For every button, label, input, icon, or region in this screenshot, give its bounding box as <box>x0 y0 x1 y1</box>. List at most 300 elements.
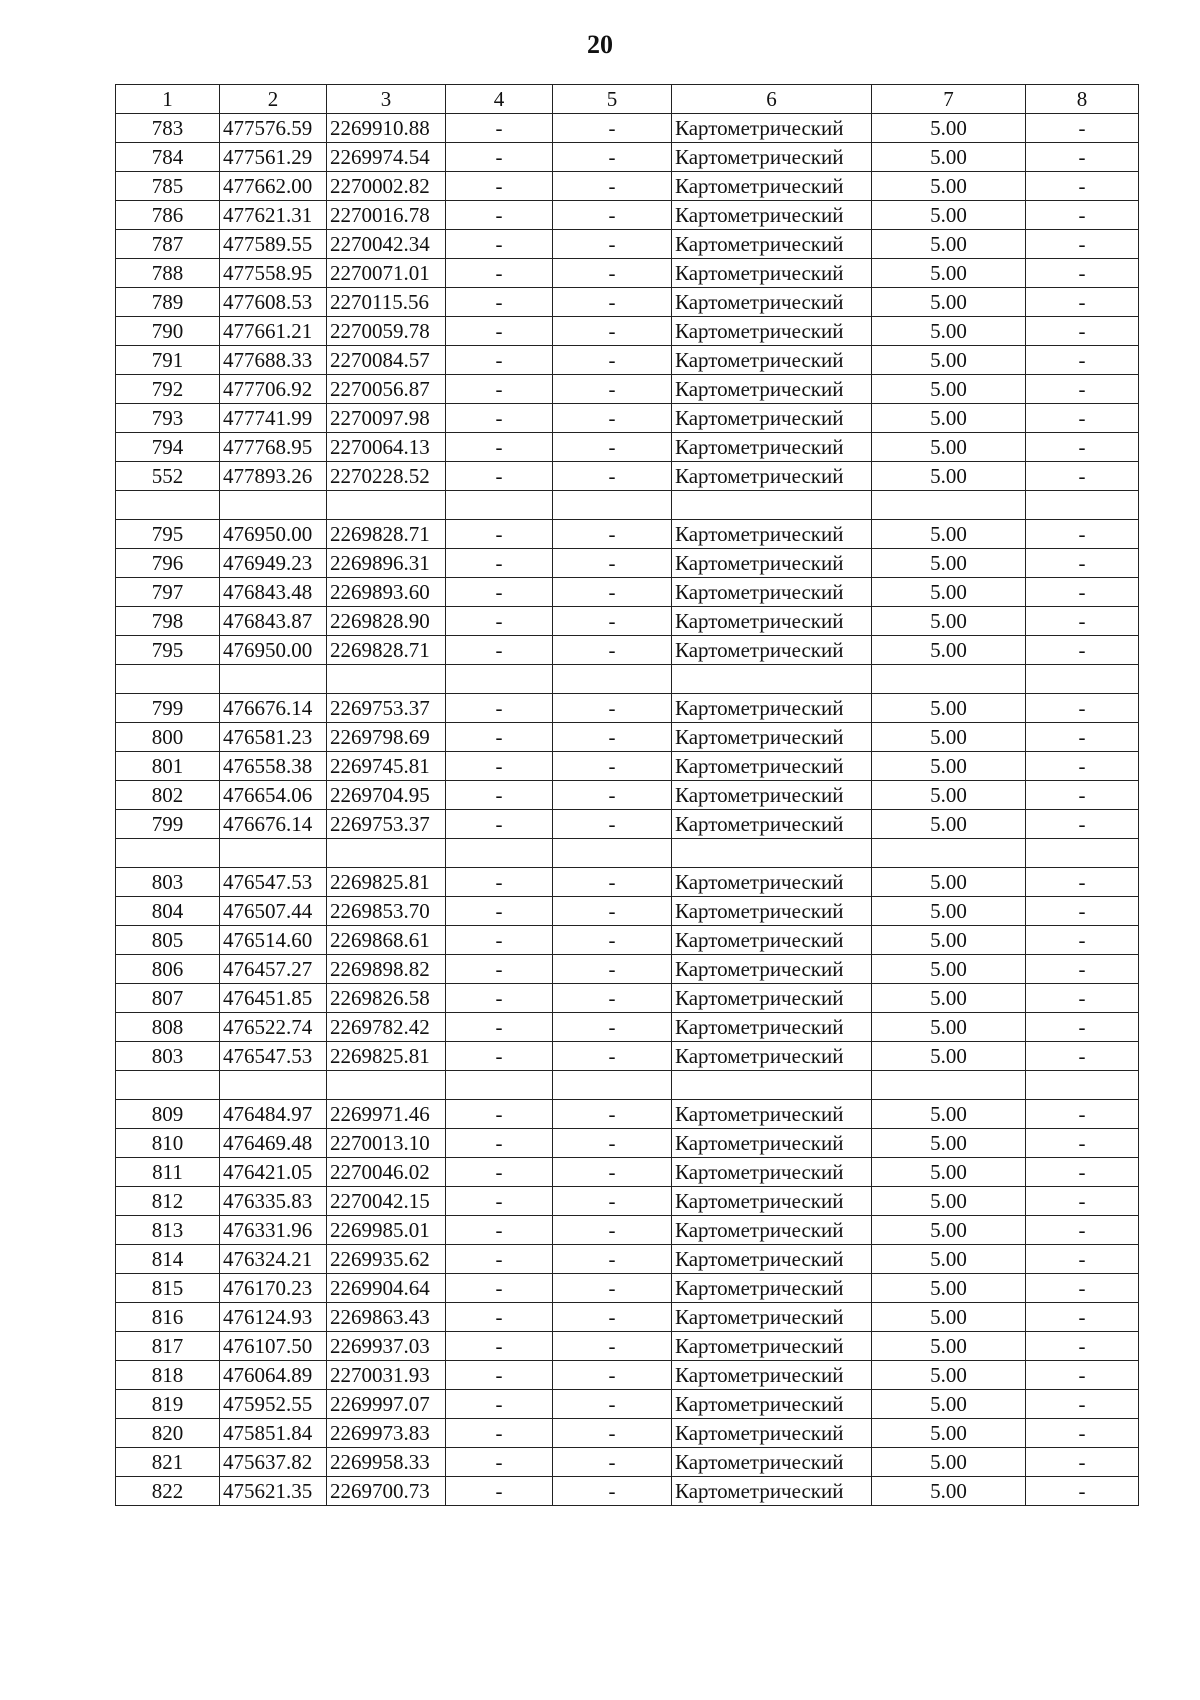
table-cell-col-2: 477608.53 <box>220 288 327 317</box>
column-header-2: 2 <box>220 85 327 114</box>
table-cell-col-8: - <box>1026 1100 1139 1129</box>
table-cell-col-4: - <box>446 636 553 665</box>
table-cell-col-7: 5.00 <box>872 143 1026 172</box>
table-cell-col-4: - <box>446 317 553 346</box>
table-cell-col-4: - <box>446 172 553 201</box>
table-cell-col-4: - <box>446 1332 553 1361</box>
table-cell-col-8: - <box>1026 897 1139 926</box>
table-cell-col-3: 2269828.71 <box>327 636 446 665</box>
table-cell-col-8: - <box>1026 1274 1139 1303</box>
table-cell-col-6: Картометрический <box>672 1187 872 1216</box>
table-cell-col-8: - <box>1026 404 1139 433</box>
table-cell-col-2: 477893.26 <box>220 462 327 491</box>
table-cell-col-1: 794 <box>116 433 220 462</box>
table-cell-col-5: - <box>553 1448 672 1477</box>
table-cell-col-6: Картометрический <box>672 781 872 810</box>
table-cell-col-2: 476507.44 <box>220 897 327 926</box>
table-cell-col-7: 5.00 <box>872 1187 1026 1216</box>
table-cell-col-5: - <box>553 288 672 317</box>
table-cell-col-5: - <box>553 1216 672 1245</box>
table-cell-col-1: 787 <box>116 230 220 259</box>
table-separator-row <box>116 491 1139 520</box>
table-cell-col-4: - <box>446 288 553 317</box>
table-cell-col-5: - <box>553 1361 672 1390</box>
table-cell-col-8: - <box>1026 752 1139 781</box>
table-cell-col-7: 5.00 <box>872 1419 1026 1448</box>
table-cell-col-4: - <box>446 1274 553 1303</box>
table-cell-col-3: 2269825.81 <box>327 1042 446 1071</box>
table-cell-col-8: - <box>1026 1245 1139 1274</box>
table-cell-col-6: Картометрический <box>672 433 872 462</box>
table-separator-row <box>116 1071 1139 1100</box>
table-cell-col-4: - <box>446 1303 553 1332</box>
table-row <box>116 1187 1139 1216</box>
table-cell-col-5: - <box>553 1390 672 1419</box>
table-cell-col-5: - <box>553 433 672 462</box>
table-cell-col-1: 793 <box>116 404 220 433</box>
table-cell-col-8: - <box>1026 1419 1139 1448</box>
table-cell-col-2: 475851.84 <box>220 1419 327 1448</box>
table-cell-col-1: 815 <box>116 1274 220 1303</box>
table-cell-col-6: Картометрический <box>672 114 872 143</box>
table-cell-col-2 <box>220 839 327 868</box>
table-cell-col-5: - <box>553 346 672 375</box>
table-cell-col-3: 2269704.95 <box>327 781 446 810</box>
table-cell-col-4: - <box>446 143 553 172</box>
table-cell-col-7: 5.00 <box>872 694 1026 723</box>
table-cell-col-1: 784 <box>116 143 220 172</box>
table-cell-col-2: 476843.48 <box>220 578 327 607</box>
table-cell-col-7: 5.00 <box>872 810 1026 839</box>
table-row <box>116 1448 1139 1477</box>
table-row <box>116 1129 1139 1158</box>
table-cell-col-4 <box>446 491 553 520</box>
table-row <box>116 520 1139 549</box>
table-row <box>116 810 1139 839</box>
table-cell-col-4: - <box>446 462 553 491</box>
table-cell-col-3: 2269997.07 <box>327 1390 446 1419</box>
table-cell-col-1: 799 <box>116 810 220 839</box>
table-cell-col-1: 808 <box>116 1013 220 1042</box>
table-cell-col-8: - <box>1026 955 1139 984</box>
table-cell-col-4: - <box>446 1100 553 1129</box>
table-cell-col-5: - <box>553 578 672 607</box>
table-cell-col-1 <box>116 665 220 694</box>
table-cell-col-8: - <box>1026 259 1139 288</box>
table-cell-col-3: 2269893.60 <box>327 578 446 607</box>
table-cell-col-3: 2269898.82 <box>327 955 446 984</box>
table-cell-col-7: 5.00 <box>872 230 1026 259</box>
table-cell-col-6: Картометрический <box>672 984 872 1013</box>
table-cell-col-6: Картометрический <box>672 1332 872 1361</box>
table-cell-col-4: - <box>446 1419 553 1448</box>
table-cell-col-7: 5.00 <box>872 1042 1026 1071</box>
table-row <box>116 926 1139 955</box>
table-cell-col-3: 2269853.70 <box>327 897 446 926</box>
table-cell-col-8: - <box>1026 1129 1139 1158</box>
table-cell-col-2: 476522.74 <box>220 1013 327 1042</box>
table-cell-col-8: - <box>1026 1477 1139 1506</box>
table-cell-col-6: Картометрический <box>672 752 872 781</box>
table-cell-col-2: 477768.95 <box>220 433 327 462</box>
table-cell-col-7 <box>872 1071 1026 1100</box>
table-cell-col-5: - <box>553 926 672 955</box>
table-row <box>116 317 1139 346</box>
table-cell-col-2: 476654.06 <box>220 781 327 810</box>
table-cell-col-2: 476843.87 <box>220 607 327 636</box>
table-cell-col-4: - <box>446 520 553 549</box>
table-cell-col-6: Картометрический <box>672 1216 872 1245</box>
table-cell-col-8: - <box>1026 172 1139 201</box>
table-cell-col-8: - <box>1026 578 1139 607</box>
table-row <box>116 404 1139 433</box>
table-cell-col-6: Картометрический <box>672 1390 872 1419</box>
table-cell-col-2: 477662.00 <box>220 172 327 201</box>
table-cell-col-5: - <box>553 1245 672 1274</box>
table-cell-col-1: 803 <box>116 868 220 897</box>
table-row <box>116 172 1139 201</box>
table-cell-col-1: 789 <box>116 288 220 317</box>
table-cell-col-1: 791 <box>116 346 220 375</box>
table-cell-col-3: 2269753.37 <box>327 694 446 723</box>
table-cell-col-2: 477621.31 <box>220 201 327 230</box>
table-cell-col-3: 2269868.61 <box>327 926 446 955</box>
table-row <box>116 433 1139 462</box>
table-cell-col-4: - <box>446 955 553 984</box>
table-cell-col-6: Картометрический <box>672 375 872 404</box>
table-cell-col-3: 2269745.81 <box>327 752 446 781</box>
table-cell-col-7 <box>872 491 1026 520</box>
table-cell-col-4: - <box>446 1361 553 1390</box>
table-cell-col-8: - <box>1026 1216 1139 1245</box>
table-cell-col-3: 2270115.56 <box>327 288 446 317</box>
table-cell-col-1: 799 <box>116 694 220 723</box>
table-cell-col-7: 5.00 <box>872 1448 1026 1477</box>
table-cell-col-1 <box>116 1071 220 1100</box>
table-cell-col-5: - <box>553 984 672 1013</box>
table-cell-col-8: - <box>1026 1361 1139 1390</box>
table-cell-col-8: - <box>1026 375 1139 404</box>
table-cell-col-3: 2269825.81 <box>327 868 446 897</box>
table-cell-col-3 <box>327 1071 446 1100</box>
table-cell-col-8: - <box>1026 346 1139 375</box>
table-row <box>116 984 1139 1013</box>
table-cell-col-8: - <box>1026 1013 1139 1042</box>
table-cell-col-7: 5.00 <box>872 1332 1026 1361</box>
table-cell-col-4 <box>446 1071 553 1100</box>
table-cell-col-1: 818 <box>116 1361 220 1390</box>
table-cell-col-7: 5.00 <box>872 984 1026 1013</box>
table-cell-col-3: 2269910.88 <box>327 114 446 143</box>
table-cell-col-6: Картометрический <box>672 259 872 288</box>
table-cell-col-6 <box>672 491 872 520</box>
table-cell-col-8 <box>1026 665 1139 694</box>
table-cell-col-8 <box>1026 491 1139 520</box>
table-cell-col-4: - <box>446 259 553 288</box>
table-cell-col-8: - <box>1026 1303 1139 1332</box>
table-cell-col-6: Картометрический <box>672 404 872 433</box>
table-cell-col-6: Картометрический <box>672 346 872 375</box>
table-cell-col-2: 476558.38 <box>220 752 327 781</box>
table-cell-col-7: 5.00 <box>872 317 1026 346</box>
table-cell-col-8: - <box>1026 288 1139 317</box>
table-cell-col-8: - <box>1026 143 1139 172</box>
table-cell-col-8: - <box>1026 723 1139 752</box>
table-cell-col-2: 477561.29 <box>220 143 327 172</box>
table-cell-col-6: Картометрический <box>672 1100 872 1129</box>
table-cell-col-7: 5.00 <box>872 723 1026 752</box>
table-cell-col-3 <box>327 491 446 520</box>
table-cell-col-3: 2270046.02 <box>327 1158 446 1187</box>
table-cell-col-6: Картометрический <box>672 810 872 839</box>
table-cell-col-7: 5.00 <box>872 1216 1026 1245</box>
table-cell-col-1: 803 <box>116 1042 220 1071</box>
table-cell-col-4: - <box>446 1129 553 1158</box>
table-cell-col-6: Картометрический <box>672 1361 872 1390</box>
table-cell-col-1: 814 <box>116 1245 220 1274</box>
table-cell-col-1: 821 <box>116 1448 220 1477</box>
table-cell-col-1: 798 <box>116 607 220 636</box>
table-cell-col-1: 822 <box>116 1477 220 1506</box>
table-row <box>116 1361 1139 1390</box>
table-cell-col-5: - <box>553 1477 672 1506</box>
table-row <box>116 1013 1139 1042</box>
table-cell-col-6: Картометрический <box>672 1245 872 1274</box>
table-cell-col-2: 477688.33 <box>220 346 327 375</box>
table-cell-col-6: Картометрический <box>672 897 872 926</box>
column-header-6: 6 <box>672 85 872 114</box>
column-header-7: 7 <box>872 85 1026 114</box>
table-cell-col-5: - <box>553 955 672 984</box>
table-cell-col-2: 476949.23 <box>220 549 327 578</box>
table-cell-col-7: 5.00 <box>872 259 1026 288</box>
table-cell-col-2: 476170.23 <box>220 1274 327 1303</box>
table-cell-col-7: 5.00 <box>872 346 1026 375</box>
table-cell-col-4: - <box>446 404 553 433</box>
table-cell-col-2: 475637.82 <box>220 1448 327 1477</box>
table-row <box>116 1419 1139 1448</box>
table-row <box>116 1274 1139 1303</box>
table-cell-col-5: - <box>553 1303 672 1332</box>
table-cell-col-4: - <box>446 810 553 839</box>
table-cell-col-2: 476457.27 <box>220 955 327 984</box>
table-cell-col-2: 476581.23 <box>220 723 327 752</box>
table-cell-col-1: 802 <box>116 781 220 810</box>
table-cell-col-5 <box>553 491 672 520</box>
table-cell-col-5: - <box>553 520 672 549</box>
table-cell-col-5: - <box>553 897 672 926</box>
table-cell-col-3: 2270042.34 <box>327 230 446 259</box>
table-cell-col-4: - <box>446 1042 553 1071</box>
table-cell-col-7: 5.00 <box>872 114 1026 143</box>
table-cell-col-4: - <box>446 201 553 230</box>
table-row <box>116 578 1139 607</box>
table-cell-col-5: - <box>553 868 672 897</box>
table-row <box>116 1477 1139 1506</box>
table-cell-col-6: Картометрический <box>672 317 872 346</box>
table-cell-col-7: 5.00 <box>872 1303 1026 1332</box>
table-cell-col-4: - <box>446 694 553 723</box>
table-cell-col-7: 5.00 <box>872 1129 1026 1158</box>
table-cell-col-3: 2269828.71 <box>327 520 446 549</box>
table-cell-col-4 <box>446 839 553 868</box>
table-cell-col-8: - <box>1026 636 1139 665</box>
column-header-1: 1 <box>116 85 220 114</box>
table-cell-col-8: - <box>1026 1158 1139 1187</box>
table-cell-col-1: 801 <box>116 752 220 781</box>
table-cell-col-4: - <box>446 375 553 404</box>
table-cell-col-8: - <box>1026 694 1139 723</box>
table-cell-col-8: - <box>1026 1448 1139 1477</box>
table-cell-col-5: - <box>553 1187 672 1216</box>
table-cell-col-6: Картометрический <box>672 926 872 955</box>
table-cell-col-1: 812 <box>116 1187 220 1216</box>
table-cell-col-1: 810 <box>116 1129 220 1158</box>
table-cell-col-7 <box>872 665 1026 694</box>
table-row <box>116 288 1139 317</box>
table-row <box>116 752 1139 781</box>
table-cell-col-1: 819 <box>116 1390 220 1419</box>
table-cell-col-5: - <box>553 607 672 636</box>
table-cell-col-3: 2269958.33 <box>327 1448 446 1477</box>
table-cell-col-4: - <box>446 230 553 259</box>
table-cell-col-5: - <box>553 1158 672 1187</box>
column-header-3: 3 <box>327 85 446 114</box>
table-cell-col-1 <box>116 491 220 520</box>
table-cell-col-6: Картометрический <box>672 1419 872 1448</box>
table-cell-col-3: 2269971.46 <box>327 1100 446 1129</box>
table-cell-col-1: 790 <box>116 317 220 346</box>
table-cell-col-4: - <box>446 578 553 607</box>
table-cell-col-5: - <box>553 172 672 201</box>
table-cell-col-7: 5.00 <box>872 897 1026 926</box>
table-cell-col-2: 476451.85 <box>220 984 327 1013</box>
table-row <box>116 1390 1139 1419</box>
table-cell-col-2: 476950.00 <box>220 520 327 549</box>
table-cell-col-7: 5.00 <box>872 172 1026 201</box>
table-cell-col-3: 2269826.58 <box>327 984 446 1013</box>
table-cell-col-7: 5.00 <box>872 404 1026 433</box>
table-cell-col-3: 2270084.57 <box>327 346 446 375</box>
table-cell-col-2: 475952.55 <box>220 1390 327 1419</box>
table-cell-col-4: - <box>446 346 553 375</box>
table-cell-col-5: - <box>553 694 672 723</box>
table-cell-col-5: - <box>553 723 672 752</box>
table-cell-col-1: 813 <box>116 1216 220 1245</box>
table-cell-col-7: 5.00 <box>872 578 1026 607</box>
table-cell-col-2 <box>220 1071 327 1100</box>
table-row <box>116 897 1139 926</box>
table-cell-col-7: 5.00 <box>872 926 1026 955</box>
table-cell-col-6: Картометрический <box>672 520 872 549</box>
table-cell-col-4: - <box>446 1013 553 1042</box>
table-cell-col-2: 477589.55 <box>220 230 327 259</box>
table-cell-col-8: - <box>1026 926 1139 955</box>
table-cell-col-5: - <box>553 375 672 404</box>
table-cell-col-7: 5.00 <box>872 868 1026 897</box>
table-cell-col-1: 552 <box>116 462 220 491</box>
table-cell-col-6: Картометрический <box>672 230 872 259</box>
column-header-4: 4 <box>446 85 553 114</box>
table-cell-col-7: 5.00 <box>872 375 1026 404</box>
table-cell-col-3: 2269937.03 <box>327 1332 446 1361</box>
table-cell-col-1: 795 <box>116 636 220 665</box>
table-cell-col-5: - <box>553 636 672 665</box>
table-cell-col-8: - <box>1026 1042 1139 1071</box>
table-cell-col-3: 2269753.37 <box>327 810 446 839</box>
table-row <box>116 462 1139 491</box>
table-cell-col-2: 476421.05 <box>220 1158 327 1187</box>
table-cell-col-6: Картометрический <box>672 201 872 230</box>
table-cell-col-6: Картометрический <box>672 723 872 752</box>
table-cell-col-3: 2269935.62 <box>327 1245 446 1274</box>
table-cell-col-4: - <box>446 433 553 462</box>
table-cell-col-5: - <box>553 810 672 839</box>
table-cell-col-4: - <box>446 897 553 926</box>
table-cell-col-1: 817 <box>116 1332 220 1361</box>
table-cell-col-3 <box>327 665 446 694</box>
table-cell-col-2: 476950.00 <box>220 636 327 665</box>
table-row <box>116 1216 1139 1245</box>
table-row <box>116 607 1139 636</box>
table-cell-col-2: 476547.53 <box>220 1042 327 1071</box>
table-cell-col-7: 5.00 <box>872 1100 1026 1129</box>
table-row <box>116 1100 1139 1129</box>
table-cell-col-7: 5.00 <box>872 1390 1026 1419</box>
table-cell-col-7: 5.00 <box>872 1477 1026 1506</box>
table-cell-col-3 <box>327 839 446 868</box>
table-cell-col-3: 2269863.43 <box>327 1303 446 1332</box>
table-cell-col-5: - <box>553 1013 672 1042</box>
table-cell-col-6 <box>672 839 872 868</box>
table-cell-col-1: 820 <box>116 1419 220 1448</box>
table-row <box>116 346 1139 375</box>
table-cell-col-1: 797 <box>116 578 220 607</box>
table-cell-col-8: - <box>1026 868 1139 897</box>
table-cell-col-2: 476484.97 <box>220 1100 327 1129</box>
table-cell-col-3: 2270071.01 <box>327 259 446 288</box>
table-cell-col-4: - <box>446 723 553 752</box>
table-row <box>116 114 1139 143</box>
table-cell-col-6: Картометрический <box>672 1158 872 1187</box>
table-cell-col-7: 5.00 <box>872 1274 1026 1303</box>
table-row <box>116 549 1139 578</box>
table-row <box>116 259 1139 288</box>
table-cell-col-1: 783 <box>116 114 220 143</box>
table-separator-row <box>116 839 1139 868</box>
table-cell-col-8: - <box>1026 549 1139 578</box>
table-cell-col-3: 2270042.15 <box>327 1187 446 1216</box>
table-cell-col-7: 5.00 <box>872 520 1026 549</box>
column-header-8: 8 <box>1026 85 1139 114</box>
table-cell-col-3: 2269896.31 <box>327 549 446 578</box>
table-cell-col-3: 2270064.13 <box>327 433 446 462</box>
table-cell-col-1: 811 <box>116 1158 220 1187</box>
table-cell-col-2: 476514.60 <box>220 926 327 955</box>
table-cell-col-6: Картометрический <box>672 143 872 172</box>
table-cell-col-2: 476124.93 <box>220 1303 327 1332</box>
table-cell-col-3: 2270056.87 <box>327 375 446 404</box>
table-cell-col-8: - <box>1026 114 1139 143</box>
table-cell-col-4: - <box>446 868 553 897</box>
page-number: 20 <box>587 30 613 59</box>
table-cell-col-2: 475621.35 <box>220 1477 327 1506</box>
table-cell-col-8: - <box>1026 810 1139 839</box>
table-cell-col-2: 477741.99 <box>220 404 327 433</box>
table-cell-col-5: - <box>553 317 672 346</box>
table-cell-col-4: - <box>446 114 553 143</box>
table-cell-col-8: - <box>1026 781 1139 810</box>
